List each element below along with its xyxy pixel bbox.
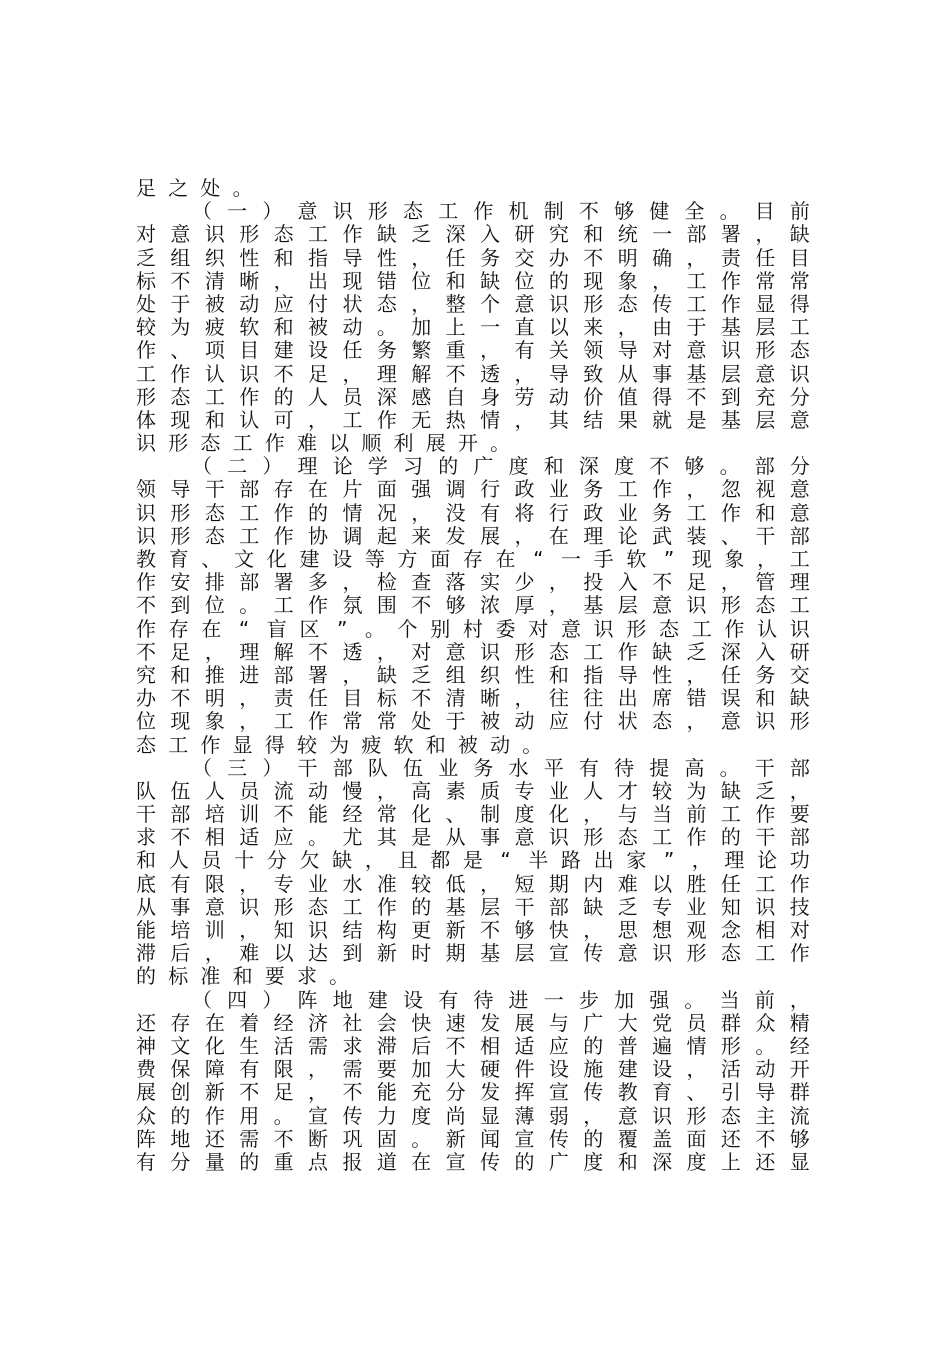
text-line: 作 安 排 部 署 多 ， 检 查 落 实 少 ， 投 入 不 足 ， 管 理 bbox=[136, 570, 810, 595]
text-line: 识 形 态 工 作 协 调 起 来 发 展 ， 在 理 论 武 装 、 干 部 bbox=[136, 523, 810, 548]
text-line: 态 工 作 显 得 较 为 疲 软 和 被 动 。 bbox=[136, 732, 543, 757]
text-line: 究 和 推 进 部 署 ， 缺 乏 组 织 性 和 指 导 性 ， 任 务 交 bbox=[136, 662, 810, 687]
text-line: （ 三 ） 干 部 队 伍 业 务 水 平 有 待 提 高 。 干 部 bbox=[192, 755, 810, 780]
text-line: 作 、 项 目 建 设 任 务 繁 重 ， 有 关 领 导 对 意 识 形 态 bbox=[136, 338, 810, 363]
text-line: 求 不 相 适 应 。 尤 其 是 从 事 意 识 形 态 工 作 的 干 部 bbox=[136, 825, 810, 850]
text-line: 作 存 在 “ 盲 区 ” 。 个 别 村 委 对 意 识 形 态 工 作 认 识 bbox=[136, 616, 810, 641]
text-line: 有 分 量 的 重 点 报 道 在 宣 传 的 广 度 和 深 度 上 还 显 bbox=[136, 1149, 810, 1174]
text-line: 形 态 工 作 的 人 员 深 感 自 身 劳 动 价 值 得 不 到 充 分 bbox=[136, 384, 810, 409]
text-line: （ 一 ） 意 识 形 态 工 作 机 制 不 够 健 全 。 目 前 bbox=[192, 199, 810, 224]
text-line: 处 于 被 动 应 付 状 态 ， 整 个 意 识 形 态 传 工 作 显 得 bbox=[136, 291, 810, 316]
text-line: 众 的 作 用 。 宣 传 力 度 尚 显 薄 弱 ， 意 识 形 态 主 流 bbox=[136, 1103, 810, 1128]
text-line: 费 保 障 有 限 ， 需 要 加 大 硬 件 设 施 建 设 ， 活 动 开 bbox=[136, 1057, 810, 1082]
text-line: 从 事 意 识 形 态 工 作 的 基 层 干 部 缺 乏 专 业 知 识 技 bbox=[136, 894, 810, 919]
text-line: 神 文 化 生 活 需 求 滞 后 不 相 适 应 的 普 遍 情 形 。 经 bbox=[136, 1033, 810, 1058]
text-line: 滞 后 ， 难 以 达 到 新 时 期 基 层 宣 传 意 识 形 态 工 作 bbox=[136, 941, 810, 966]
text-line: 办 不 明 ， 责 任 目 标 不 清 晰 ， 往 往 出 席 错 误 和 缺 bbox=[136, 686, 810, 711]
text-line: 体 现 和 认 可 ， 工 作 无 热 情 ， 其 结 果 就 是 基 层 意 bbox=[136, 407, 810, 432]
text-line: 标 不 清 晰 ， 出 现 错 位 和 缺 位 的 现 象 ， 工 作 常 常 bbox=[136, 268, 810, 293]
text-line: 不 到 位 。 工 作 氛 围 不 够 浓 厚 ， 基 层 意 识 形 态 工 bbox=[136, 593, 810, 618]
text-line: 干 部 培 训 不 能 经 常 化 、 制 度 化 ， 与 当 前 工 作 要 bbox=[136, 802, 810, 827]
text-line: 还 存 在 着 经 济 社 会 快 速 发 展 与 广 大 党 员 群 众 精 bbox=[136, 1010, 810, 1035]
text-line: 底 有 限 ， 专 业 水 准 较 低 ， 短 期 内 难 以 胜 任 工 作 bbox=[136, 871, 810, 896]
text-line: 队 伍 人 员 流 动 慢 ， 高 素 质 专 业 人 才 较 为 缺 乏 ， bbox=[136, 778, 810, 803]
text-line: （ 四 ） 阵 地 建 设 有 待 进 一 步 加 强 。 当 前 ， bbox=[192, 987, 810, 1012]
text-line: 阵 地 还 需 不 断 巩 固 。 新 闻 宣 传 的 覆 盖 面 还 不 够 bbox=[136, 1126, 810, 1151]
text-line: 工 作 认 识 不 足 ， 理 解 不 透 ， 导 致 从 事 基 层 意 识 bbox=[136, 361, 810, 386]
text-line: 较 为 疲 软 和 被 动 。 加 上 一 直 以 来 ， 由 于 基 层 工 bbox=[136, 315, 810, 340]
text-line: 识 形 态 工 作 难 以 顺 利 展 开 。 bbox=[136, 431, 511, 456]
text-line: 展 创 新 不 足 ， 不 能 充 分 发 挥 宣 传 教 育 、 引 导 群 bbox=[136, 1080, 810, 1105]
text-line: （ 二 ） 理 论 学 习 的 广 度 和 深 度 不 够 。 部 分 bbox=[192, 454, 810, 479]
text-line: 的 标 准 和 要 求 。 bbox=[136, 964, 350, 989]
body-text bbox=[136, 177, 810, 1174]
text-line: 能 培 训 ， 知 识 结 构 更 新 不 够 快 ， 思 想 观 念 相 对 bbox=[136, 918, 810, 942]
text-line: 对 意 识 形 态 工 作 缺 乏 深 入 研 究 和 统 一 部 署 ， 缺 bbox=[136, 222, 810, 247]
text-line: 位 现 象 ， 工 作 常 常 处 于 被 动 应 付 状 态 ， 意 识 形 bbox=[136, 709, 810, 734]
text-line: 领 导 干 部 存 在 片 面 强 调 行 政 业 务 工 作 ， 忽 视 意 bbox=[136, 477, 810, 502]
text-line: 教 育 、 文 化 建 设 等 方 面 存 在 “ 一 手 软 ” 现 象 ， 工 bbox=[136, 547, 810, 571]
text-line: 不 足 ， 理 解 不 透 ， 对 意 识 形 态 工 作 缺 乏 深 入 研 bbox=[136, 639, 810, 664]
text-line: 和 人 员 十 分 欠 缺 ， 且 都 是 “ 半 路 出 家 ” ， 理 论 功 bbox=[136, 848, 810, 873]
text-line: 识 形 态 工 作 的 情 况 ， 没 有 将 行 政 业 务 工 作 和 意 bbox=[136, 500, 810, 525]
text-line: 乏 组 织 性 和 指 导 性 ， 任 务 交 办 不 明 确 ， 责 任 目 bbox=[136, 245, 810, 270]
text-line: 足 之 处 。 bbox=[136, 176, 253, 200]
